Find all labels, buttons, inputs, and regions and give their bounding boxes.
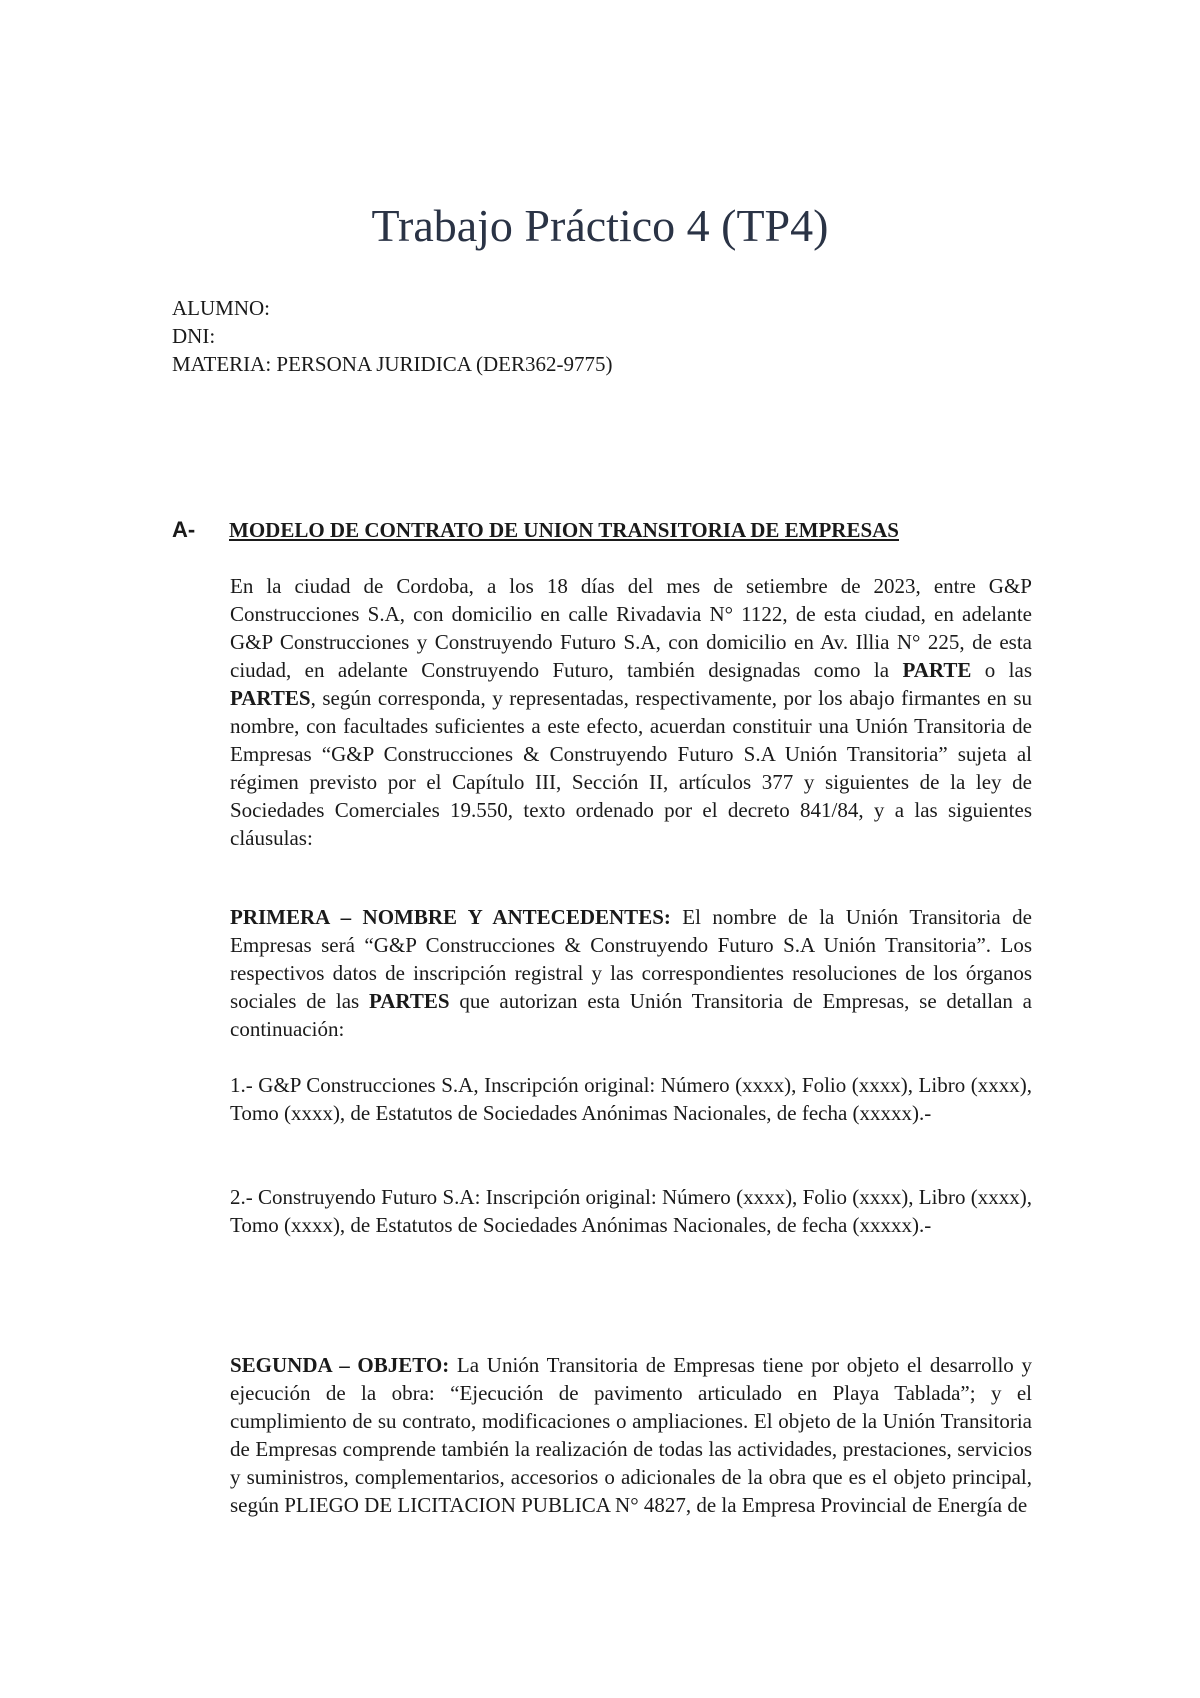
intro-text-1: En la ciudad de Cordoba, a los 18 días del mes de setiembre de 2023, entre G&P Construcciones S.A, con domicilio en calle Rivadavia N° 1122, de esta ciudad, en adelante G&P Construcciones y Construyendo Futuro S.A, con domicilio en Av. Illia N° 225, de esta ciudad, en adelante Construyendo Futuro, también designadas como la xyxy=(230,574,1032,682)
section-letter: A- xyxy=(172,517,196,542)
clause-segunda-text: La Unión Transitoria de Empresas tiene por objeto el desarrollo y ejecución de la obra: “Ejecución de pavimento articulado en Playa Tablada”; y el cumplimiento de su contrato, modificaciones o ampliaciones. El objeto de la Unión Transitoria de Empresas comprende también la realización de todas las actividades, prestaciones, servicios y suministros, complementarios, accesorios o adicionales de la obra que es el objeto principal, según PLIEGO DE LICITACION PUBLICA N° 4827, de la Empresa Provincial de Energía de xyxy=(230,1353,1032,1517)
intro-paragraph xyxy=(230,572,1032,852)
clause-primera-text-1: El nombre de la Unión Transitoria de Empresas será “G&P Construcciones & Construyendo Futuro S.A Unión Transitoria”. Los respectivos datos de inscripción registral y las correspondientes resoluciones de los órganos sociales de las xyxy=(230,905,1032,1013)
materia-field: MATERIA: PERSONA JURIDICA (DER362-9775) xyxy=(172,352,613,376)
clause-primera xyxy=(230,903,1032,1043)
registration-item-1 xyxy=(230,1071,1032,1127)
intro-text-2: o las xyxy=(971,658,1033,682)
intro-bold-partes: PARTES xyxy=(230,686,311,710)
alumno-field: ALUMNO: xyxy=(172,296,270,320)
clause-segunda-heading: SEGUNDA – OBJETO: xyxy=(230,1353,450,1377)
intro-text-3: , según corresponda, y representadas, respectivamente, por los abajo firmantes en su nombre, con facultades suficientes a este efecto, acuerdan constituir una Unión Transitoria de Empresas “G&P Construcciones & Construyendo Futuro S.A Unión Transitoria” sujeta al régimen previsto por el Capítulo III, Sección II, artículos 377 y siguientes de la ley de Sociedades Comerciales 19.550, texto ordenado por el decreto 841/84, y a las siguientes cláusulas: xyxy=(230,686,1032,850)
intro-bold-parte: PARTE xyxy=(902,658,972,682)
student-info xyxy=(172,294,612,378)
clause-primera-heading: PRIMERA – NOMBRE Y ANTECEDENTES: xyxy=(230,905,671,929)
section-title: MODELO DE CONTRATO DE UNION TRANSITORIA DE EMPRESAS xyxy=(229,518,899,542)
clause-primera-text-2: que autorizan esta Unión Transitoria de Empresas, se detallan a continuación: xyxy=(230,989,1032,1041)
document-title: Trabajo Práctico 4 (TP4) xyxy=(371,200,829,251)
clause-segunda xyxy=(230,1351,1032,1519)
dni-field: DNI: xyxy=(172,324,216,348)
registration-item-2 xyxy=(230,1183,1032,1239)
registration-item-2-text: 2.- Construyendo Futuro S.A: Inscripción original: Número (xxxx), Folio (xxxx), Libro (xxxx), Tomo (xxxx), de Estatutos de Sociedades Anónimas Nacionales, de fecha (xxxxx).- xyxy=(230,1185,1032,1237)
registration-item-1-text: 1.- G&P Construcciones S.A, Inscripción original: Número (xxxx), Folio (xxxx), Libro (xxxx), Tomo (xxxx), de Estatutos de Sociedades Anónimas Nacionales, de fecha (xxxxx).- xyxy=(230,1073,1032,1125)
clause-primera-bold-partes: PARTES xyxy=(368,989,450,1013)
